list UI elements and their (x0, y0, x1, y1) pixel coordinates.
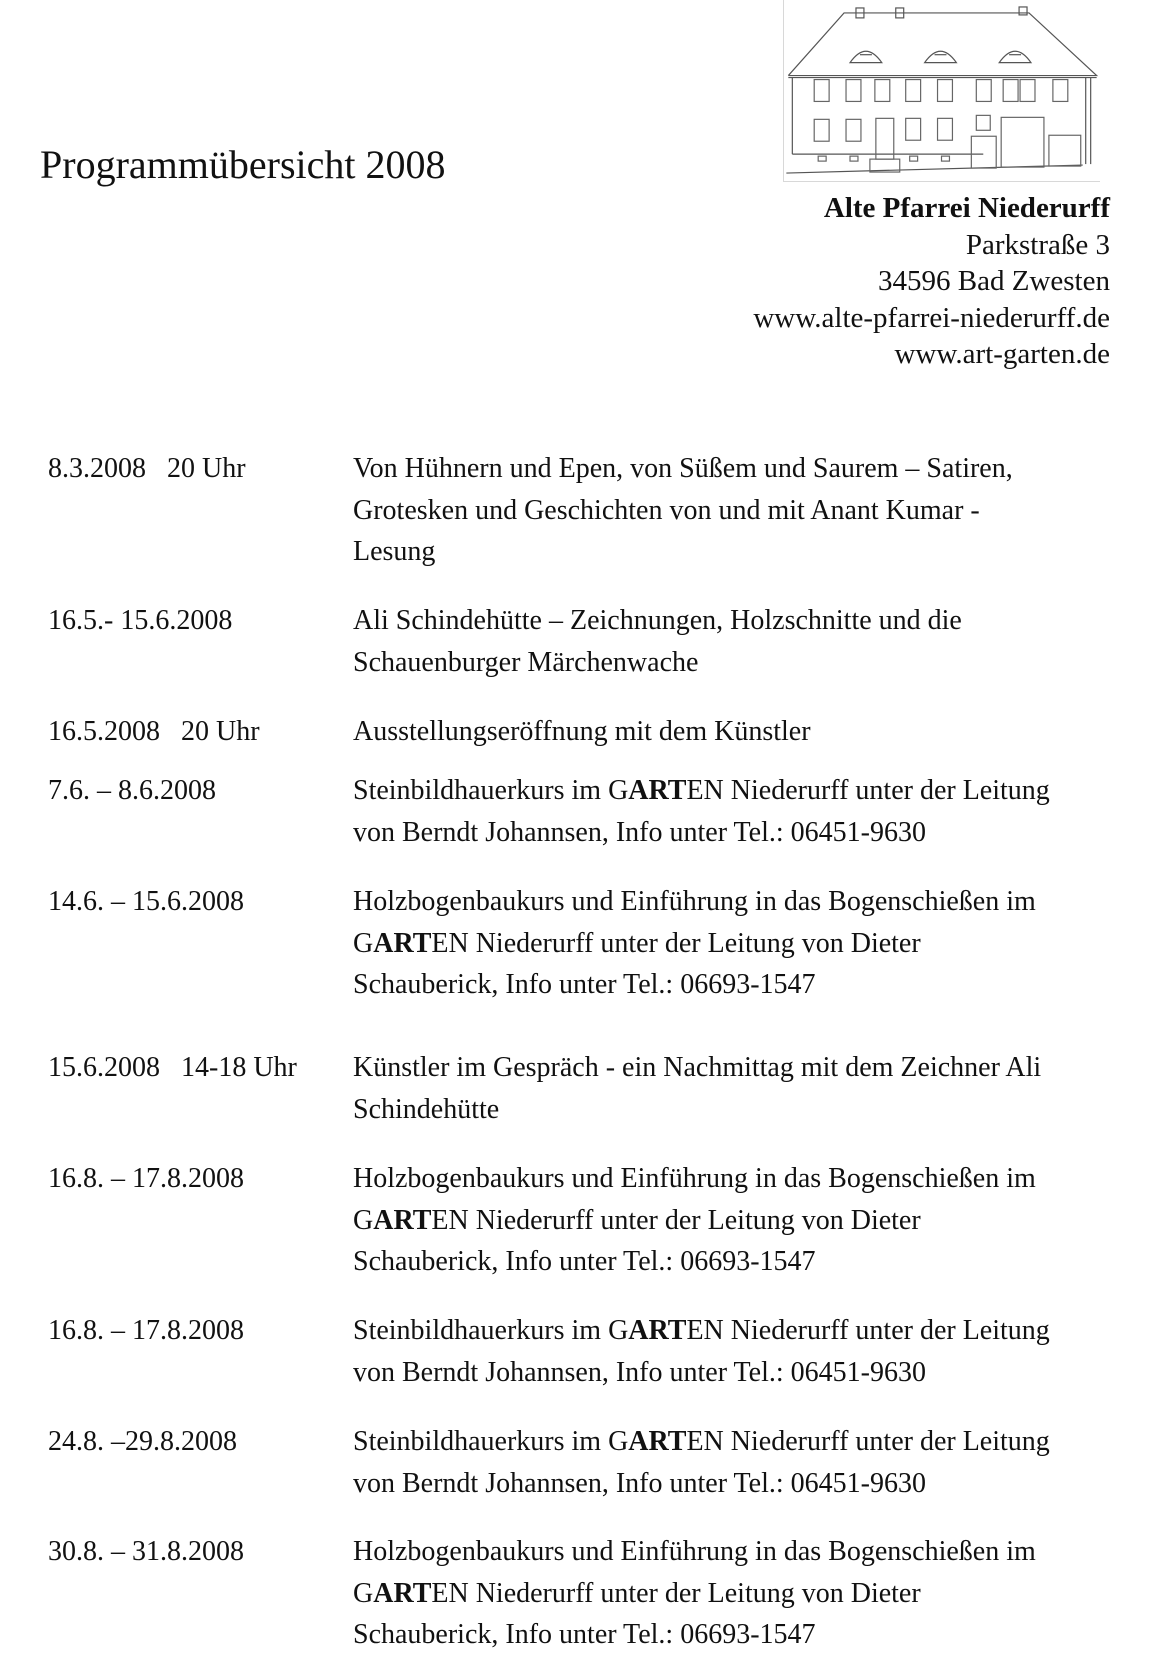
description-line (353, 642, 1113, 684)
event-date: 30.8. – 31.8.2008 (48, 1536, 244, 1567)
text-segment: Ali Schindehütte – Zeichnungen, Holzschnitte und die (353, 605, 962, 636)
highlighted-text: ART (628, 775, 687, 806)
event-description (353, 1158, 1113, 1283)
text-segment: Steinbildhauerkurs im G (353, 1426, 629, 1457)
text-segment: EN Niederurff unter der Leitung (686, 1426, 1050, 1457)
event-description (353, 1421, 1113, 1504)
text-segment: von Berndt Johannsen, Info unter Tel.: 06451-9630 (353, 1467, 926, 1499)
event-description (353, 448, 1113, 573)
text-segment: EN Niederurff unter der Leitung (686, 775, 1050, 806)
description-line (353, 1310, 1113, 1352)
text-segment: EN Niederurff unter der Leitung von Dieter (431, 1577, 921, 1609)
text-segment: Steinbildhauerkurs im G (353, 1315, 629, 1346)
description-line (353, 812, 1113, 854)
event-date: 14.6. – 15.6.2008 (48, 886, 244, 917)
text-segment: Schauberick, Info unter Tel.: 06693-1547 (353, 969, 816, 1000)
event-date: 8.3.2008 20 Uhr (48, 453, 246, 484)
text-segment: Grotesken und Geschichten von und mit Anant Kumar - (353, 494, 980, 526)
text-segment: EN Niederurff unter der Leitung von Dieter (431, 1204, 921, 1236)
description-line (353, 964, 1113, 1006)
text-segment: Lesung (353, 536, 436, 567)
event-date: 7.6. – 8.6.2008 (48, 775, 216, 806)
event-description (353, 711, 1113, 753)
address-block (753, 190, 1110, 373)
highlighted-text: ART (373, 1204, 432, 1236)
event-description (353, 1310, 1113, 1393)
text-segment: Von Hühnern und Epen, von Süßem und Saurem – Satiren, (353, 453, 1013, 484)
description-line (353, 448, 1113, 490)
text-segment: Schauberick, Info unter Tel.: 06693-1547 (353, 1246, 816, 1277)
text-segment: Holzbogenbaukurs und Einführung in das Bogenschießen im (353, 886, 1036, 917)
event-description (353, 1531, 1113, 1656)
event-description (353, 1047, 1113, 1130)
highlighted-text: ART (373, 1577, 432, 1609)
description-line (353, 1158, 1113, 1200)
website-link[interactable]: www.alte-pfarrei-niederurff.de (753, 301, 1110, 334)
event-date: 16.8. – 17.8.2008 (48, 1163, 244, 1194)
event-description (353, 770, 1113, 853)
text-segment: Steinbildhauerkurs im G (353, 775, 629, 806)
text-segment: G (353, 1577, 374, 1609)
organization-name: Alte Pfarrei Niederurff (823, 192, 1110, 224)
highlighted-text: ART (628, 1426, 687, 1457)
text-segment: G (353, 927, 374, 959)
event-date: 16.5.- 15.6.2008 (48, 605, 233, 636)
description-line (353, 923, 1113, 965)
description-line (353, 1241, 1113, 1283)
text-segment: Holzbogenbaukurs und Einführung in das Bogenschießen im (353, 1163, 1036, 1194)
text-segment: Holzbogenbaukurs und Einführung in das Bogenschießen im (353, 1536, 1036, 1567)
description-line (353, 1614, 1113, 1656)
description-line (353, 1047, 1113, 1089)
event-description (353, 881, 1113, 1006)
description-line (353, 1573, 1113, 1615)
description-line (353, 1531, 1113, 1573)
city: 34596 Bad Zwesten (878, 265, 1110, 297)
street: Parkstraße 3 (965, 228, 1110, 261)
description-line (353, 1200, 1113, 1242)
description-line (353, 881, 1113, 923)
text-segment: Schindehütte (353, 1093, 500, 1125)
text-segment: EN Niederurff unter der Leitung von Dieter (431, 927, 921, 959)
text-segment: Künstler im Gespräch - ein Nachmittag mit dem Zeichner Ali (353, 1052, 1042, 1083)
event-date: 24.8. –29.8.2008 (48, 1426, 237, 1457)
description-line (353, 1421, 1113, 1463)
description-line (353, 1089, 1113, 1131)
description-line (353, 1352, 1113, 1394)
text-segment: von Berndt Johannsen, Info unter Tel.: 06451-9630 (353, 816, 926, 848)
description-line (353, 600, 1113, 642)
page-title: Programmübersicht 2008 (40, 142, 446, 187)
event-date: 16.5.2008 20 Uhr (48, 716, 260, 747)
text-segment: Schauberick, Info unter Tel.: 06693-1547 (353, 1619, 816, 1650)
event-description (353, 600, 1113, 683)
description-line (353, 711, 1113, 753)
text-segment: G (353, 1204, 374, 1236)
highlighted-text: ART (373, 927, 432, 959)
description-line (353, 531, 1113, 573)
text-segment: Schauenburger Märchenwache (353, 646, 699, 678)
text-segment: Ausstellungseröffnung mit dem Künstler (353, 716, 811, 747)
description-line (353, 1463, 1113, 1505)
highlighted-text: ART (628, 1315, 687, 1346)
event-date: 15.6.2008 14-18 Uhr (48, 1052, 297, 1083)
text-segment: von Berndt Johannsen, Info unter Tel.: 06451-9630 (353, 1356, 926, 1388)
website-link[interactable]: www.art-garten.de (894, 338, 1110, 370)
description-line (353, 770, 1113, 812)
building-illustration-icon (783, 0, 1100, 182)
text-segment: EN Niederurff unter der Leitung (686, 1315, 1050, 1346)
event-date: 16.8. – 17.8.2008 (48, 1315, 244, 1346)
description-line (353, 490, 1113, 532)
